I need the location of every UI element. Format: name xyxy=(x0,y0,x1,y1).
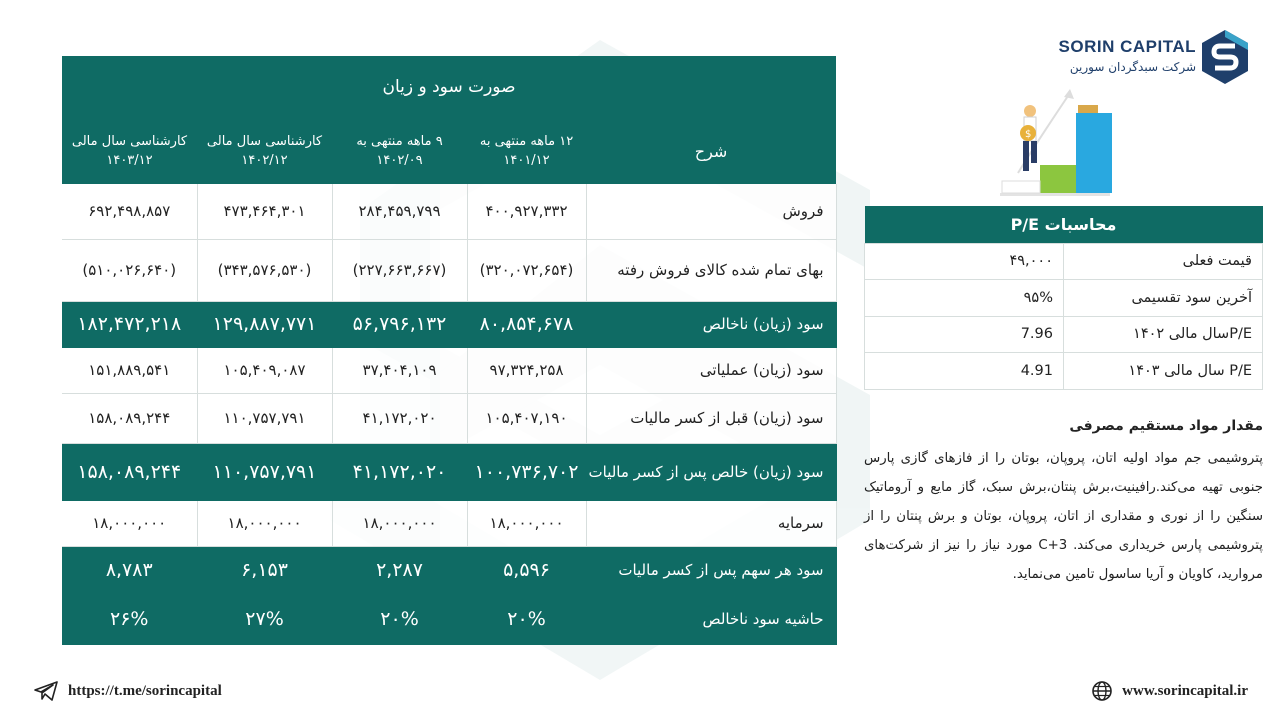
cell-value: ۱۰۵,۴۰۹,۰۸۷ xyxy=(197,347,332,393)
row-label: بهای تمام شده کالای فروش رفته xyxy=(586,239,836,301)
table-row-net-profit xyxy=(62,443,836,500)
telegram-url[interactable]: https://t.me/sorincapital xyxy=(68,682,222,699)
cell-value-negative: (۵۱۰,۰۲۶,۶۴۰) xyxy=(62,239,197,301)
table-row-operating-profit xyxy=(62,347,836,393)
cell-value: ۴۱,۱۷۲,۰۲۰ xyxy=(332,443,467,500)
pl-table-title: صورت سود و زیان xyxy=(62,56,836,118)
pe-value: 4.91 xyxy=(865,353,1064,390)
cell-value: ۱۵۱,۸۸۹,۵۴۱ xyxy=(62,347,197,393)
sorin-logo-icon xyxy=(1200,30,1250,84)
cell-value: ۸۰,۸۵۴,۶۷۸ xyxy=(467,301,586,347)
pe-table-title: محاسبات P/E xyxy=(865,206,1263,243)
row-label: سود (زیان) عملیاتی xyxy=(586,347,836,393)
table-row-profit-before-tax xyxy=(62,393,836,443)
cell-value: ۴۷۳,۴۶۴,۳۰۱ xyxy=(197,184,332,239)
pe-label: P/E سال مالی ۱۴۰۳ xyxy=(1064,353,1263,390)
cell-value: ۱۰۰,۷۳۶,۷۰۲ xyxy=(467,443,586,500)
pe-row-1403 xyxy=(865,353,1263,390)
cell-value-negative: (۳۴۳,۵۷۶,۵۳۰) xyxy=(197,239,332,301)
row-label: سود (زیان) خالص پس از کسر مالیات xyxy=(586,443,836,500)
profit-loss-table xyxy=(62,56,837,645)
table-row-gross-profit xyxy=(62,301,836,347)
cell-value: ۲۷% xyxy=(197,594,332,644)
cell-value: ۱۵۸,۰۸۹,۲۴۴ xyxy=(62,393,197,443)
row-label: سود هر سهم پس از کسر مالیات xyxy=(586,546,836,594)
cell-value: ۱۸,۰۰۰,۰۰۰ xyxy=(197,500,332,546)
header-period-1401: ۱۲ ماهه منتهی به ۱۴۰۱/۱۲ xyxy=(467,118,586,184)
brand-name: SORIN CAPITAL xyxy=(1058,37,1196,56)
cell-value: ۱۸,۰۰۰,۰۰۰ xyxy=(332,500,467,546)
cell-value: ۱۸,۰۰۰,۰۰۰ xyxy=(467,500,586,546)
cell-value: ۳۷,۴۰۴,۱۰۹ xyxy=(332,347,467,393)
cell-value: ۱۰۵,۴۰۷,۱۹۰ xyxy=(467,393,586,443)
website-url[interactable]: www.sorincapital.ir xyxy=(1122,682,1248,699)
table-row-capital xyxy=(62,500,836,546)
cell-value: ۵,۵۹۶ xyxy=(467,546,586,594)
svg-text:$: $ xyxy=(1025,129,1032,140)
cell-value: ۱۵۸,۰۸۹,۲۴۴ xyxy=(62,443,197,500)
table-row-cogs xyxy=(62,239,836,301)
website-link[interactable] xyxy=(1092,680,1248,702)
description-section xyxy=(864,418,1263,589)
telegram-icon xyxy=(34,681,58,701)
cell-value: ۲۰% xyxy=(332,594,467,644)
row-label: حاشیه سود ناخالص xyxy=(586,594,836,644)
pe-row-1402 xyxy=(865,316,1263,353)
cell-value: ۹۷,۳۲۴,۲۵۸ xyxy=(467,347,586,393)
cell-value: ۴۰۰,۹۲۷,۳۳۲ xyxy=(467,184,586,239)
pe-row-current-price xyxy=(865,243,1263,280)
table-row-gross-margin xyxy=(62,594,836,644)
row-label: فروش xyxy=(586,184,836,239)
pe-label: آخرین سود تقسیمی xyxy=(1064,280,1263,317)
pe-label: P/Eسال مالی ۱۴۰۲ xyxy=(1064,316,1263,353)
table-row-eps xyxy=(62,546,836,594)
brand-logo xyxy=(1060,30,1250,86)
cell-value-negative: (۳۲۰,۰۷۲,۶۵۴) xyxy=(467,239,586,301)
brand-subtitle: شرکت سبدگردان سورین xyxy=(1069,60,1196,74)
cell-value-negative: (۲۲۷,۶۶۳,۶۶۷) xyxy=(332,239,467,301)
row-label: سود (زیان) قبل از کسر مالیات xyxy=(586,393,836,443)
pe-table xyxy=(864,206,1263,390)
cell-value: ۶۹۲,۴۹۸,۸۵۷ xyxy=(62,184,197,239)
description-text: پتروشیمی جم مواد اولیه اتان، پروپان، بوتان را از فازهای گازی پارس جنوبی تهیه می‌کند.رافینیت،برش پنتان،برش سبک، گاز مایع و آروماتیک سنگین را از نوری و مقداری از اتان، پروپان، بوتان و برش پنتان را از پتروشیمی پارس خریداری می‌کند. C+3 مورد نیاز را نیز از شرکت‌های مروارید، کاویان و آریا ساسول تامین می‌نماید. xyxy=(864,451,1263,582)
pe-value: ۹۵% xyxy=(865,280,1064,317)
cell-value: ۱۲۹,۸۸۷,۷۷۱ xyxy=(197,301,332,347)
pe-row-last-dividend xyxy=(865,280,1263,317)
header-period-1402-9m: ۹ ماهه منتهی به ۱۴۰۲/۰۹ xyxy=(332,118,467,184)
cell-value: ۲,۲۸۷ xyxy=(332,546,467,594)
pe-value: 7.96 xyxy=(865,316,1064,353)
header-forecast-1402: کارشناسی سال مالی ۱۴۰۲/۱۲ xyxy=(197,118,332,184)
cell-value: ۱۱۰,۷۵۷,۷۹۱ xyxy=(197,443,332,500)
cell-value: ۲۸۴,۴۵۹,۷۹۹ xyxy=(332,184,467,239)
cell-value: ۴۱,۱۷۲,۰۲۰ xyxy=(332,393,467,443)
cell-value: ۵۶,۷۹۶,۱۳۲ xyxy=(332,301,467,347)
header-forecast-1403: کارشناسی سال مالی ۱۴۰۳/۱۲ xyxy=(62,118,197,184)
telegram-link[interactable] xyxy=(34,680,222,702)
growth-illustration xyxy=(990,85,1120,205)
cell-value: ۲۶% xyxy=(62,594,197,644)
row-label: سرمایه xyxy=(586,500,836,546)
pe-value: ۴۹,۰۰۰ xyxy=(865,243,1064,280)
header-description: شرح xyxy=(586,118,836,184)
row-label: سود (زیان) ناخالص xyxy=(586,301,836,347)
cell-value: ۱۱۰,۷۵۷,۷۹۱ xyxy=(197,393,332,443)
cell-value: ۲۰% xyxy=(467,594,586,644)
cell-value: ۱۸۲,۴۷۲,۲۱۸ xyxy=(62,301,197,347)
description-title: مقدار مواد مستقیم مصرفی xyxy=(1069,418,1263,434)
cell-value: ۶,۱۵۳ xyxy=(197,546,332,594)
table-row-sales xyxy=(62,184,836,239)
globe-icon xyxy=(1092,681,1112,701)
pe-label: قیمت فعلی xyxy=(1064,243,1263,280)
cell-value: ۸,۷۸۳ xyxy=(62,546,197,594)
cell-value: ۱۸,۰۰۰,۰۰۰ xyxy=(62,500,197,546)
